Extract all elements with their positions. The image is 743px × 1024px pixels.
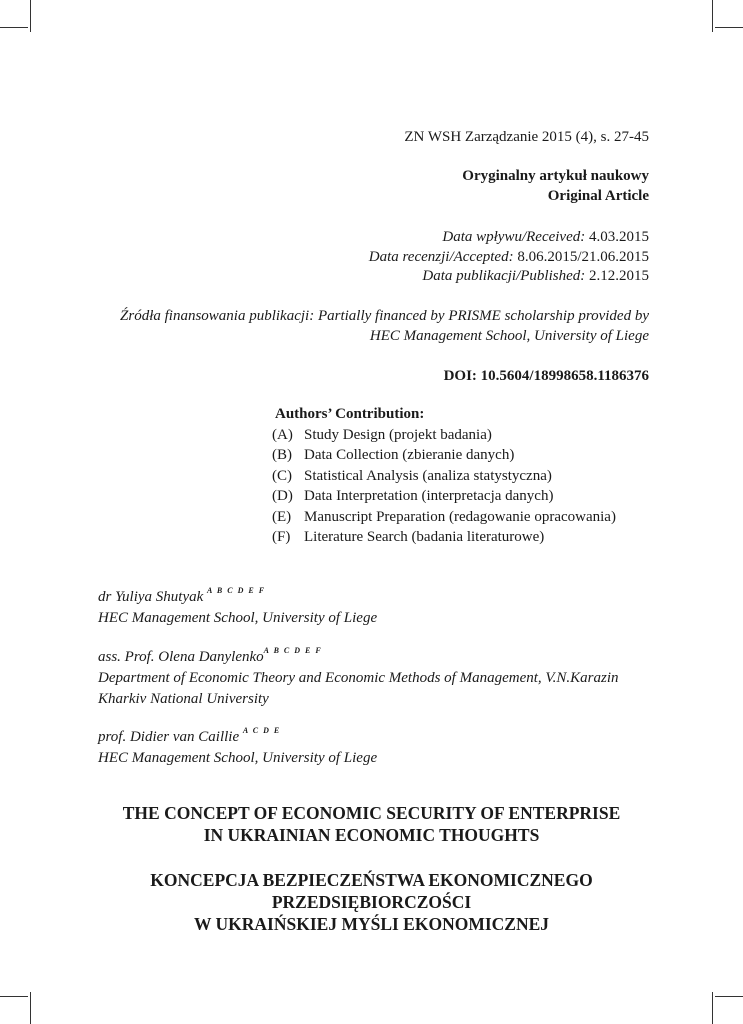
title-pl-line-3: W UKRAIŃSKIEJ MYŚLI EKONOMICZNEJ <box>193 914 550 934</box>
author-block <box>98 642 649 710</box>
crop-mark-bottom-right-h <box>715 996 743 997</box>
title-en-line-1: THE CONCEPT OF ECONOMIC SECURITY OF ENTERPRISE <box>122 803 621 823</box>
contribution-item <box>272 445 616 466</box>
author-block <box>98 722 649 769</box>
doi: DOI: 10.5604/18998658.1186376 <box>443 368 649 384</box>
received-date <box>94 227 649 248</box>
contribution-item <box>272 527 616 548</box>
crop-mark-bottom-right-v <box>712 992 713 1024</box>
contribution-label: (D) <box>272 488 293 504</box>
crop-mark-bottom-left-v <box>30 992 31 1024</box>
contribution-text: Literature Search (badania literaturowe) <box>304 529 545 545</box>
author-name-line <box>98 722 649 748</box>
contribution-label: (E) <box>272 508 292 525</box>
received-value: 4.03.2015 <box>585 229 649 245</box>
contribution-item <box>272 466 616 487</box>
crop-mark-bottom-left-h <box>0 996 28 997</box>
author-roles: A B C D E F <box>263 646 323 655</box>
contribution-label: (F) <box>272 529 291 545</box>
article-type-pl: Oryginalny artykuł naukowy <box>462 168 649 184</box>
contribution-label: (B) <box>272 447 292 463</box>
title-english <box>94 802 649 846</box>
contribution-heading: Authors’ Contribution: <box>275 406 425 422</box>
published-date <box>94 266 649 287</box>
crop-mark-top-right-h <box>715 27 743 28</box>
author-name: prof. Didier van Caillie <box>98 729 240 745</box>
accepted-value: 8.06.2015/21.06.2015 <box>513 249 649 265</box>
title-en-line-2: IN UKRAINIAN ECONOMIC THOUGHTS <box>203 825 540 845</box>
author-roles: A B C D E F <box>207 586 266 595</box>
contribution-text: Manuscript Preparation (redagowanie opracowania) <box>304 508 616 525</box>
author-name-line <box>98 582 649 608</box>
title-pl-line-2: PRZEDSIĘBIORCZOŚCI <box>271 892 472 912</box>
contribution-text: Study Design (projekt badania) <box>304 426 492 443</box>
contribution-item <box>272 507 616 528</box>
contribution-item <box>272 486 616 507</box>
crop-mark-top-right-v <box>712 0 713 32</box>
published-value: 2.12.2015 <box>585 268 649 284</box>
contribution-text: Statistical Analysis (analiza statystyczna) <box>304 467 552 484</box>
journal-reference: ZN WSH Zarządzanie 2015 (4), s. 27-45 <box>404 129 649 145</box>
received-label: Data wpływu/Received: <box>442 229 586 245</box>
author-affiliation-cont: Kharkiv National University <box>98 691 269 707</box>
title-pl-line-1: KONCEPCJA BEZPIECZEŃSTWA EKONOMICZNEGO <box>150 870 593 890</box>
contribution-item <box>272 425 616 446</box>
contribution-text: Data Interpretation (interpretacja danych) <box>304 488 554 504</box>
author-roles: A C D E <box>242 726 281 735</box>
contribution-label: (A) <box>272 426 293 443</box>
author-affiliation: HEC Management School, University of Liege <box>98 610 378 626</box>
author-name: dr Yuliya Shutyak <box>98 589 204 605</box>
funding-line-2: HEC Management School, University of Liege <box>369 328 649 344</box>
crop-mark-top-left-h <box>0 27 28 28</box>
author-affiliation: HEC Management School, University of Liege <box>98 750 378 766</box>
author-block <box>98 582 649 629</box>
authors-contribution <box>272 404 616 548</box>
author-affiliation: Department of Economic Theory and Economic Methods of Management, V.N.Karazin <box>98 670 619 686</box>
title-polish <box>94 869 649 935</box>
article-type-en: Original Article <box>547 188 649 204</box>
accepted-label: Data recenzji/Accepted: <box>368 249 514 265</box>
crop-mark-top-left-v <box>30 0 31 32</box>
contribution-label: (C) <box>272 467 292 484</box>
funding-line-1: Źródła finansowania publikacji: Partially financed by PRISME scholarship provided by <box>120 308 649 324</box>
author-name-line <box>98 642 649 668</box>
author-name: ass. Prof. Olena Danylenko <box>98 649 264 665</box>
accepted-date <box>94 247 649 268</box>
contribution-text: Data Collection (zbieranie danych) <box>304 447 515 463</box>
published-label: Data publikacji/Published: <box>422 268 586 284</box>
